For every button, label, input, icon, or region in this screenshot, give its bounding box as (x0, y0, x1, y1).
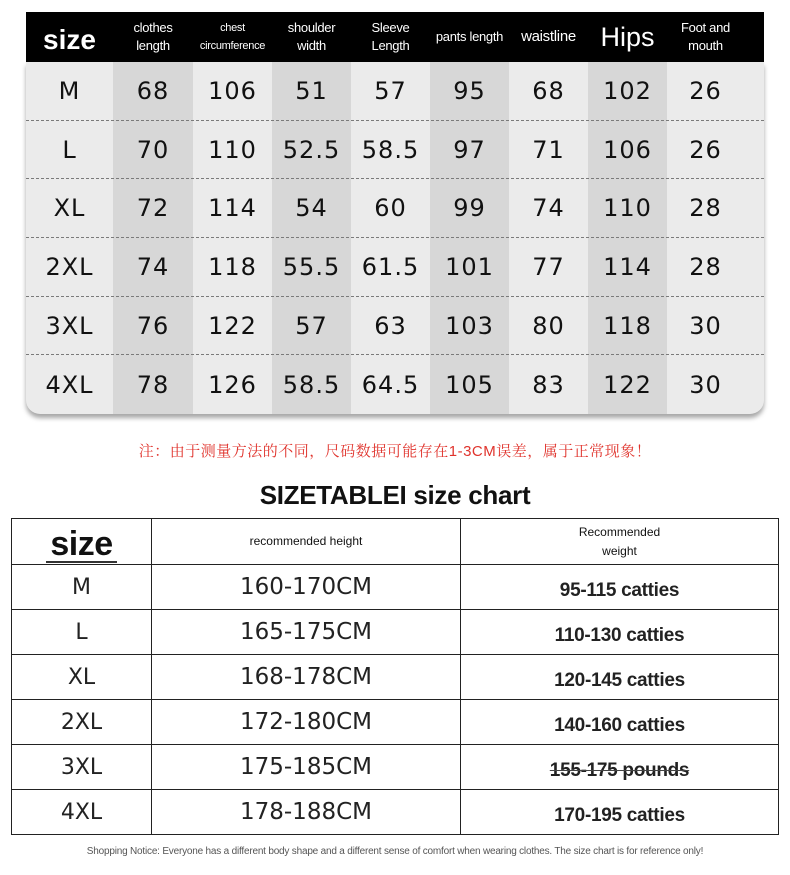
measurement-table (26, 12, 764, 414)
cell-foot-and-mouth: 26 (689, 76, 722, 105)
table-row (12, 654, 778, 699)
header-pants-length: pants length (435, 29, 504, 44)
cell-size: 3XL (60, 754, 103, 780)
recommendation-table-header (12, 519, 778, 564)
cell-foot-and-mouth: 28 (689, 252, 722, 281)
cell-shoulder-width: 51 (295, 76, 328, 105)
cell-shoulder-width: 58.5 (282, 370, 341, 399)
cell-size: 2XL (45, 252, 94, 281)
shopping-notice: Shopping Notice: Everyone has a different body shape and a different sense of comfort when wearing clothes. The size chart is for reference only! (86, 846, 704, 857)
cell-height: 165-175CM (151, 610, 460, 654)
measurement-error-note: 注：由于测量方法的不同，尺码数据可能存在1-3CM误差，属于正常现象！ (138, 443, 652, 460)
table-row (26, 238, 764, 297)
table-row (26, 355, 764, 414)
measurement-table-header (26, 12, 764, 62)
cell-shoulder-width: 55.5 (282, 252, 341, 281)
cell-pants-length: 105 (445, 370, 494, 399)
cell-size: M (58, 76, 81, 105)
cell-height: 172-180CM (151, 700, 460, 744)
recommendation-table (11, 518, 779, 835)
cell-height: 160-170CM (151, 565, 460, 609)
cell-sleeve-length: 63 (374, 311, 407, 340)
measurement-table-body (26, 62, 764, 414)
cell-size: 2XL (60, 709, 103, 735)
header-clothes-length: clothes length (133, 20, 173, 53)
cell-weight: 140-160 catties (460, 700, 778, 744)
table-row (12, 699, 778, 744)
size-chart-title: SIZETABLEI size chart (259, 480, 531, 510)
cell-chest: 126 (208, 370, 257, 399)
cell-shoulder-width: 57 (295, 311, 328, 340)
table-row (12, 609, 778, 654)
cell-clothes-length: 74 (136, 252, 170, 281)
cell-chest: 106 (208, 76, 257, 105)
cell-foot-and-mouth: 30 (689, 370, 722, 399)
cell-chest: 114 (208, 194, 257, 223)
cell-pants-length: 99 (453, 194, 486, 223)
table-row (12, 744, 778, 789)
cell-foot-and-mouth: 28 (689, 194, 722, 223)
table-row (12, 789, 778, 834)
cell-chest: 110 (208, 135, 257, 164)
cell-foot-and-mouth: 26 (689, 135, 722, 164)
cell-height: 178-188CM (151, 790, 460, 834)
cell-pants-length: 97 (453, 135, 486, 164)
cell-hips: 114 (603, 252, 652, 281)
cell-sleeve-length: 61.5 (361, 252, 420, 281)
cell-hips: 118 (603, 311, 652, 340)
cell-weight: 110-130 catties (460, 610, 778, 654)
cell-waistline: 83 (532, 370, 565, 399)
header-recommended-height: recommended height (151, 519, 460, 564)
cell-pants-length: 101 (445, 252, 494, 281)
cell-weight: 120-145 catties (460, 655, 778, 699)
cell-weight: 95-115 catties (460, 565, 778, 609)
table-row (26, 179, 764, 238)
cell-hips: 122 (603, 370, 652, 399)
cell-chest: 118 (208, 252, 257, 281)
cell-clothes-length: 68 (136, 76, 170, 105)
header-waistline: waistline (521, 28, 576, 45)
cell-size: L (62, 135, 77, 164)
cell-hips: 106 (603, 135, 652, 164)
cell-sleeve-length: 57 (374, 76, 407, 105)
cell-clothes-length: 70 (136, 135, 170, 164)
cell-sleeve-length: 64.5 (361, 370, 420, 399)
cell-weight: 170-195 catties (460, 790, 778, 834)
table-row (26, 121, 764, 180)
table-row (26, 297, 764, 356)
cell-size: 4XL (45, 370, 94, 399)
cell-size: XL (53, 194, 86, 223)
cell-clothes-length: 76 (136, 311, 170, 340)
cell-shoulder-width: 52.5 (282, 135, 341, 164)
cell-size: 3XL (45, 311, 94, 340)
cell-chest: 122 (208, 311, 257, 340)
cell-size: L (75, 619, 88, 645)
header-chest-circumference: chest circumference (199, 22, 266, 52)
cell-waistline: 77 (532, 252, 565, 281)
header-foot-and-mouth: Foot and mouth (681, 20, 730, 53)
cell-size: XL (67, 664, 96, 690)
cell-size: 4XL (60, 799, 103, 825)
cell-clothes-length: 78 (136, 370, 170, 399)
header-recommended-weight: Recommended weight (460, 519, 778, 564)
header-size: size (12, 519, 151, 564)
cell-pants-length: 103 (445, 311, 494, 340)
cell-weight: 155-175 pounds (460, 745, 778, 789)
cell-shoulder-width: 54 (295, 194, 328, 223)
cell-waistline: 71 (532, 135, 565, 164)
table-row (12, 564, 778, 609)
cell-hips: 102 (603, 76, 652, 105)
cell-foot-and-mouth: 30 (689, 311, 722, 340)
cell-hips: 110 (603, 194, 652, 223)
table-row (26, 62, 764, 121)
header-size: size (43, 24, 96, 55)
cell-waistline: 80 (532, 311, 565, 340)
cell-size: M (72, 574, 91, 600)
cell-waistline: 68 (532, 76, 565, 105)
header-shoulder-width: shoulder width (287, 20, 336, 53)
cell-waistline: 74 (532, 194, 565, 223)
cell-clothes-length: 72 (136, 194, 170, 223)
cell-pants-length: 95 (453, 76, 486, 105)
header-sleeve-length: Sleeve Length (371, 20, 410, 53)
cell-sleeve-length: 58.5 (361, 135, 420, 164)
header-hips: Hips (600, 22, 655, 52)
cell-sleeve-length: 60 (374, 194, 407, 223)
cell-height: 168-178CM (151, 655, 460, 699)
cell-height: 175-185CM (151, 745, 460, 789)
